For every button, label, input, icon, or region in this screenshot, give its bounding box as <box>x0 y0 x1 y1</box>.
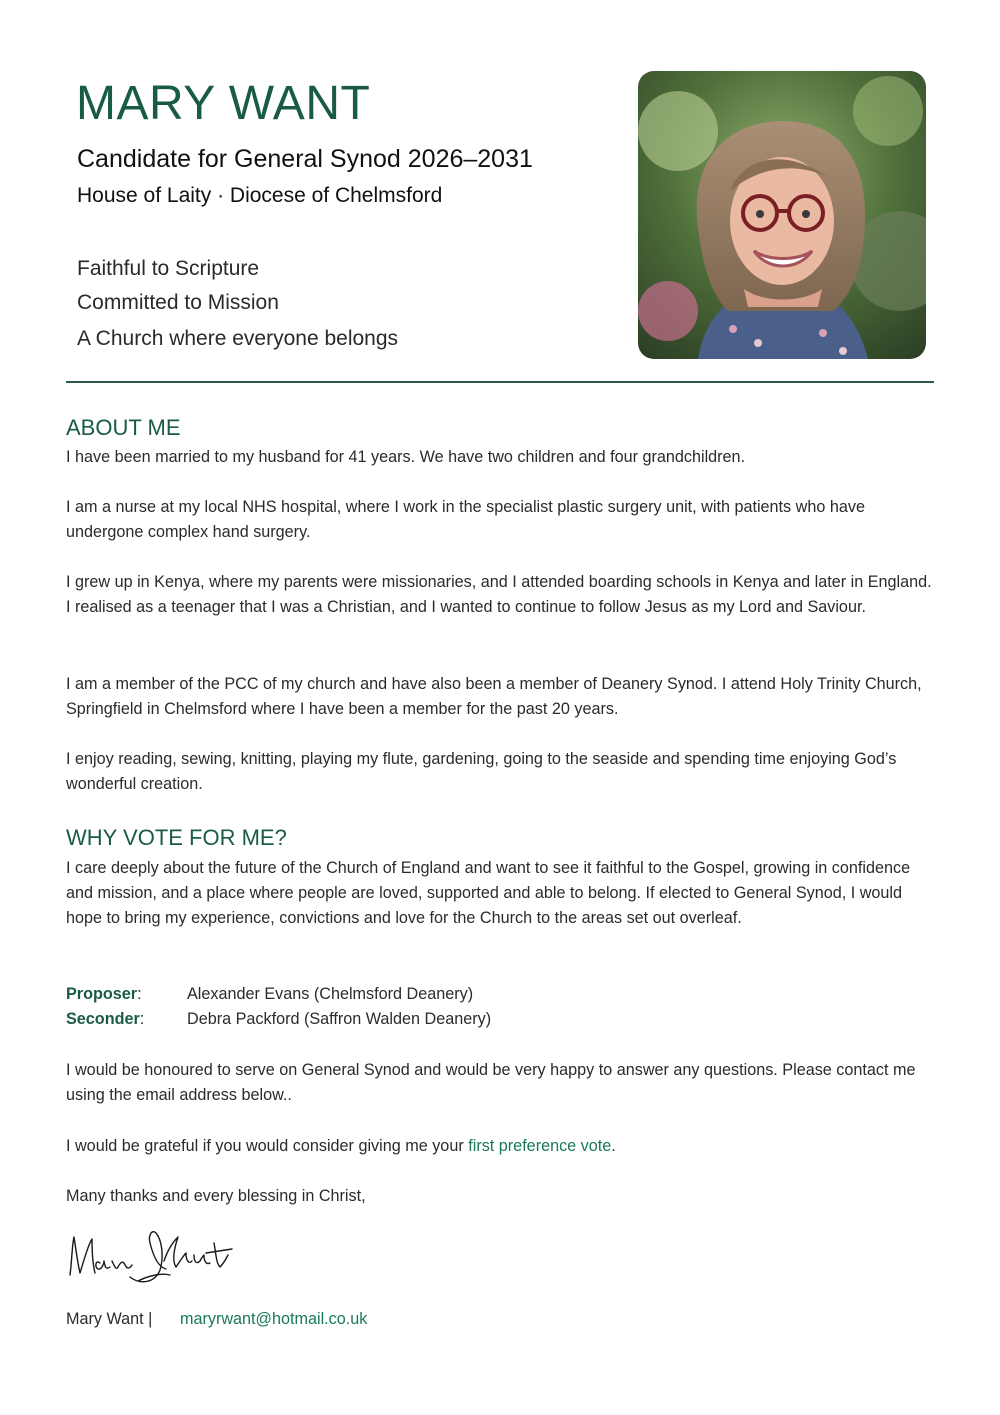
about-paragraph-nurse: I am a nurse at my local NHS hospital, where I work in the specialist plastic surgery unit, with patients who have undergone complex hand surgery. <box>66 498 865 541</box>
why-vote-heading: WHY VOTE FOR ME? <box>66 825 287 850</box>
about-paragraph-hobbies: I enjoy reading, sewing, knitting, playing my flute, gardening, going to the seaside and spending time enjoying God’s wonderful creation. <box>66 750 897 793</box>
tagline-scripture: Faithful to Scripture <box>77 257 260 280</box>
handwritten-signature <box>60 1215 250 1297</box>
about-paragraph-church: I am a member of the PCC of my church and have also been a member of Deanery Synod. I attend Holy Trinity Church, Springfield in Chelmsford where I have been a member for the past 20 years. <box>66 675 922 718</box>
about-heading: ABOUT ME <box>66 415 181 440</box>
about-paragraph-family: I have been married to my husband for 41 years. We have two children and four grandchildren. <box>66 448 746 466</box>
serve-paragraph: I would be honoured to serve on General Synod and would be very happy to answer any questions. Please contact me using the email address below.. <box>66 1061 916 1104</box>
about-paragraph-kenya: I grew up in Kenya, where my parents were missionaries, and I attended boarding schools in Kenya and later in England. I realised as a teenager that I was a Christian, and I wanted to continue to follow Jesus as my Lord and Saviour. <box>66 573 932 616</box>
closing-line: Many thanks and every blessing in Christ, <box>66 1187 366 1205</box>
candidate-name: MARY WANT <box>76 77 371 130</box>
house-diocese: House of Laity · Diocese of Chelmsford <box>77 184 443 207</box>
candidate-portrait-photo <box>638 71 926 359</box>
vote-request-paragraph: I would be grateful if you would consider giving me your first preference vote. <box>66 1137 616 1155</box>
first-preference-highlight: first preference vote <box>468 1137 612 1155</box>
tagline-belongs: A Church where everyone belongs <box>77 327 399 350</box>
seconder-label: Seconder: <box>66 1010 145 1028</box>
proposer-label: Proposer: <box>66 985 142 1003</box>
why-vote-paragraph: I care deeply about the future of the Church of England and want to see it faithful to the Gospel, growing in confidence and mission, and a place where people are loved, supported and able to belong. If elected to General Synod, I would hope to bring my experience, convictions and love for the Church to the areas set out overleaf. <box>66 859 911 927</box>
candidate-subtitle: Candidate for General Synod 2026–2031 <box>77 145 533 173</box>
proposer-name: Alexander Evans (Chelmsford Deanery) <box>187 985 474 1003</box>
footer-name: Mary Want | <box>66 1310 153 1328</box>
tagline-mission: Committed to Mission <box>77 291 279 314</box>
header-divider <box>66 381 934 383</box>
seconder-name: Debra Packford (Saffron Walden Deanery) <box>187 1010 492 1028</box>
email-link[interactable]: maryrwant@hotmail.co.uk <box>180 1310 368 1328</box>
